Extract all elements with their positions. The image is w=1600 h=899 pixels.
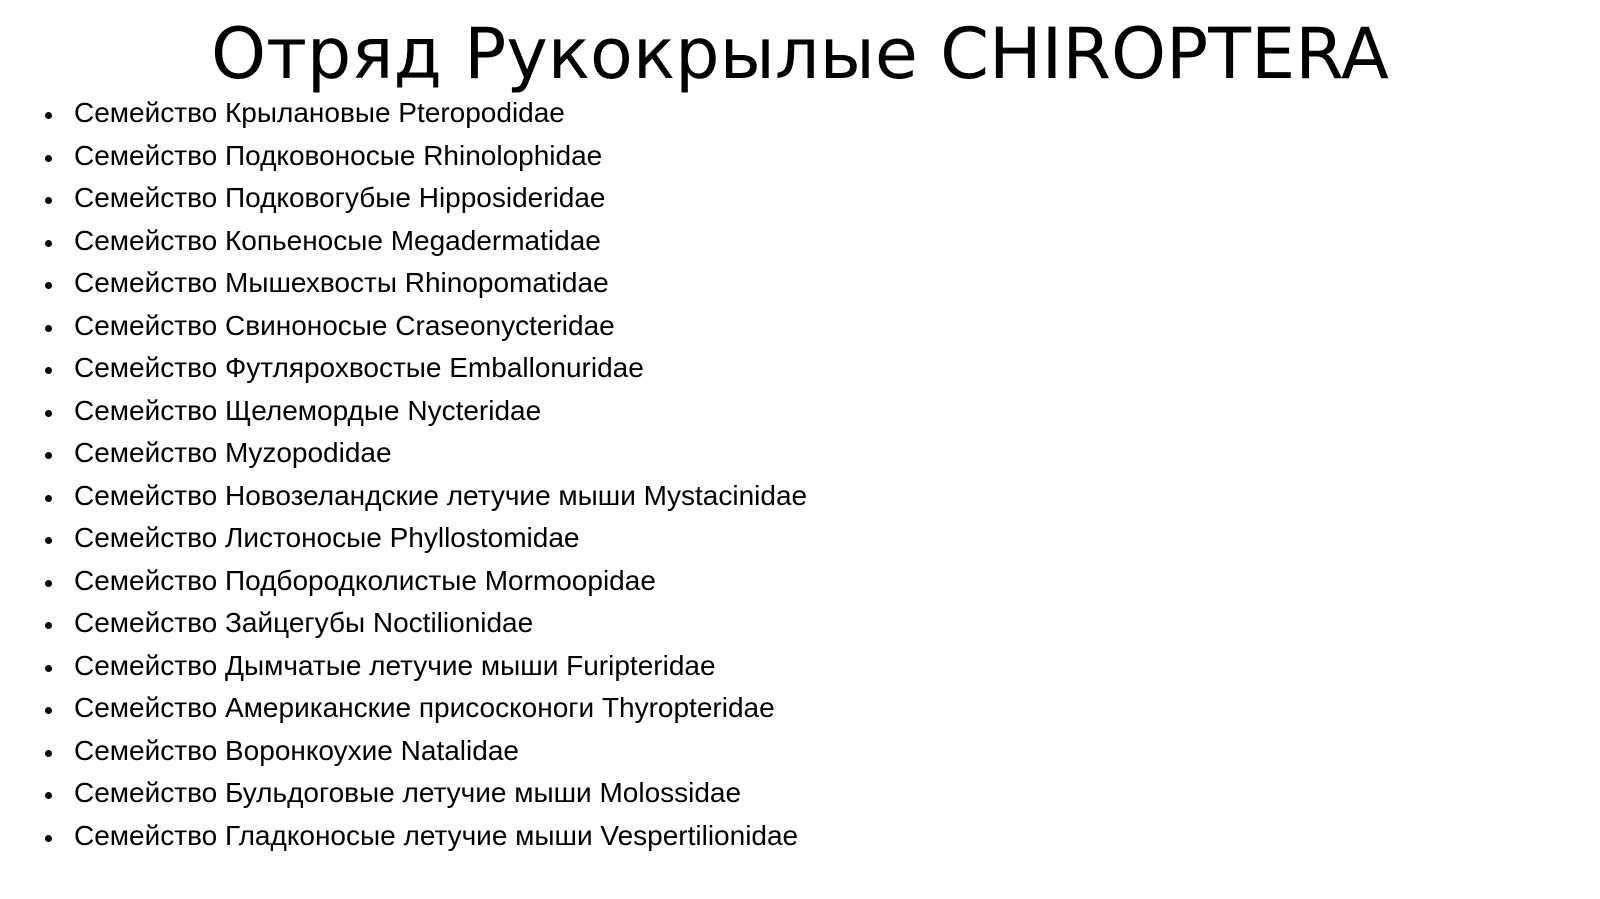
list-item-text: Семейство Бульдоговые летучие мыши Molossidae [74, 777, 742, 808]
list-item [40, 645, 807, 688]
list-item-text: Семейство Крылановые Pteropodidae [74, 97, 565, 128]
list-item-text: Семейство Воронкоухие Natalidae [74, 734, 519, 766]
list-item [40, 772, 807, 815]
list-item-text: Семейство Новозеландские летучие мыши Mystacinidae [74, 479, 808, 511]
list-item [40, 687, 807, 730]
list-item-text: Семейство Мышехвосты Rhinopomatidae [74, 267, 609, 298]
list-item-text: Семейство Зайцегубы Noctilionidae [74, 607, 534, 638]
list-item-text: Семейство Подбородколистые Mormoopidae [74, 564, 656, 596]
list-item-text: Семейство Щелемордые Nycteridae [74, 394, 542, 426]
list-item [40, 347, 807, 390]
list-item-text: Семейство Гладконосые летучие мыши Vespertilionidae [74, 819, 799, 851]
list-item [40, 220, 807, 263]
list-item [40, 305, 807, 348]
bullet-icon [45, 155, 52, 162]
slide-title: Отряд Рукокрылые CHIROPTERA [211, 13, 1389, 95]
bullet-icon [45, 452, 52, 459]
list-item [40, 475, 807, 518]
list-item [40, 432, 807, 475]
list-item-text: Семейство Листоносые Phyllostomidae [74, 522, 580, 553]
list-item [40, 262, 807, 305]
bullet-icon [45, 537, 52, 544]
list-item-text: Семейство Myzopodidae [74, 437, 392, 468]
bullet-icon [45, 665, 52, 672]
bullet-icon [45, 622, 52, 629]
bullet-icon [45, 410, 52, 417]
bullet-icon [45, 580, 52, 587]
list-item-text: Семейство Подковогубые Hipposideridae [74, 182, 606, 213]
list-item [40, 602, 807, 645]
list-item [40, 815, 807, 858]
list-item-text: Семейство Дымчатые летучие мыши Furipteridae [74, 649, 716, 681]
bullet-icon [45, 835, 52, 842]
bullet-icon [45, 240, 52, 247]
list-item-text: Семейство Футлярохвостые Emballonuridae [74, 352, 644, 383]
bullet-icon [45, 707, 52, 714]
bullet-icon [45, 792, 52, 799]
bullet-icon [45, 750, 52, 757]
list-item [40, 135, 807, 178]
bullet-icon [45, 495, 52, 502]
bullet-icon [45, 112, 52, 119]
list-item [40, 92, 807, 135]
bullet-icon [45, 325, 52, 332]
list-item-text: Семейство Свиноносые Craseonycteridae [74, 309, 615, 341]
list-item-text: Семейство Копьеносые Megadermatidae [74, 224, 601, 256]
bullet-icon [45, 367, 52, 374]
list-item [40, 517, 807, 560]
bullet-icon [45, 282, 52, 289]
family-list [40, 92, 807, 857]
list-item [40, 390, 807, 433]
list-item-text: Семейство Подковоносые Rhinolophidae [74, 139, 603, 171]
list-item [40, 730, 807, 773]
bullet-icon [45, 197, 52, 204]
list-item-text: Семейство Американские присосконоги Thyropteridae [74, 692, 775, 723]
list-item [40, 560, 807, 603]
list-item [40, 177, 807, 220]
